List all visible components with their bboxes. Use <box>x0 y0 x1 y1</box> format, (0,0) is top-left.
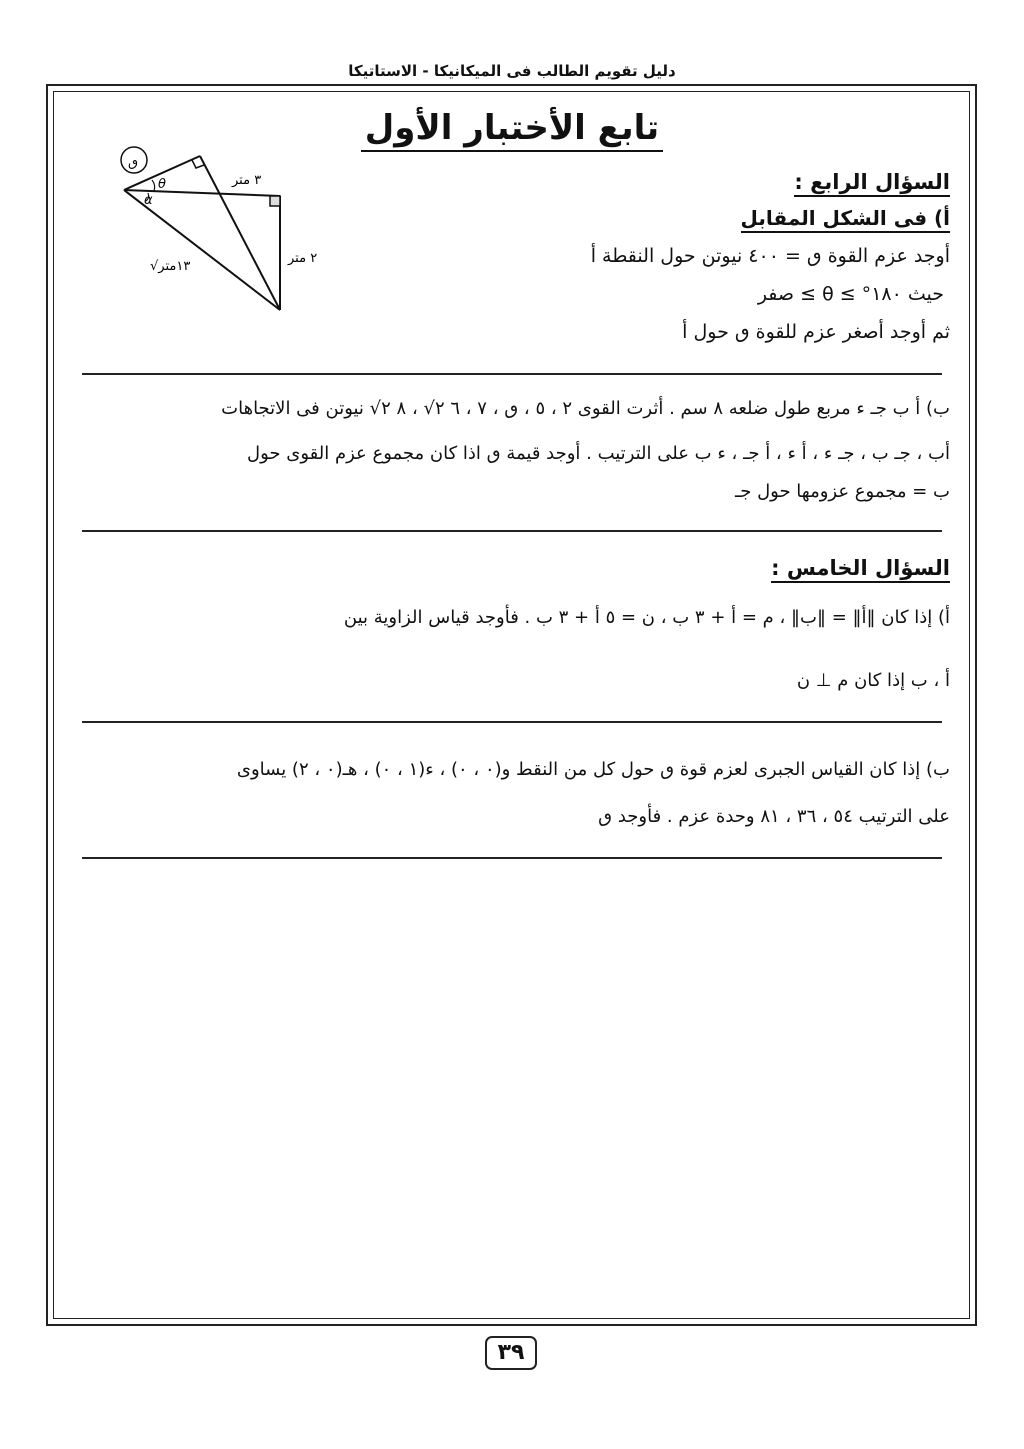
page-number: ٣٩ <box>485 1336 537 1370</box>
page-title <box>300 108 724 148</box>
q4-b-line-3: ب = مجموع عزومها حول جـ <box>734 481 950 502</box>
q4-a-line-3: ثم أوجد أصغر عزم للقوة ٯ حول أ <box>682 321 950 343</box>
q4-a-line-2: حيث ١٨٠° ≥ θ ≥ صفر <box>757 283 944 305</box>
divider-4 <box>82 857 942 859</box>
divider-1 <box>82 373 942 375</box>
q5-a-line-2: أ ، ب إذا كان م ⊥ ن <box>796 670 950 691</box>
figure-alpha-label: α <box>144 193 153 208</box>
figure-theta-label: θ <box>158 177 166 192</box>
page-title-text: تابع الأختبار الأول <box>361 108 663 152</box>
q4-b-line-1: ب) أ ب جـ ء مربع طول ضلعه ٨ سم . أثرت القوى ٢ ، ٥ ، ٯ ، ٧ ، ٦ ٢√ ، ٨ ٢√ نيوتن فى الاتجاهات <box>221 398 950 419</box>
figure-length-right: ٢ متر <box>288 251 318 266</box>
q5-b-line-2: على الترتيب ٥٤ ، ٣٦ ، ٨١ وحدة عزم . فأوجد ٯ <box>598 806 950 827</box>
divider-3 <box>82 721 942 723</box>
right-angle-mark-right <box>270 196 280 206</box>
q5-b-line-1: ب) إذا كان القياس الجبرى لعزم قوة ٯ حول كل من النقط و(٠ ، ٠) ، ء(١ ، ٠) ، هـ(٠ ، ٢) يساوى <box>236 759 950 780</box>
running-header: دليل تقويم الطالب فى الميكانيكا - الاستاتيكا <box>348 62 676 80</box>
q4-b-line-2: أب ، جـ ب ، جـ ء ، أ ء ، أ جـ ، ء ب على الترتيب . أوجد قيمة ٯ اذا كان مجموع عزم القوى حول <box>247 443 950 464</box>
q4-a-line-1: أوجد عزم القوة ٯ = ٤٠٠ نيوتن حول النقطة أ <box>590 245 950 267</box>
q4-a-heading: أ) فى الشكل المقابل <box>741 206 950 230</box>
figure-edge-diagonal <box>124 190 280 310</box>
triangle-figure <box>108 138 338 328</box>
figure-length-top: ٣ متر <box>232 173 262 188</box>
figure-force-label: ٯ <box>128 155 139 170</box>
figure-length-diagonal: √١٣متر <box>150 259 191 274</box>
q4-heading: السؤال الرابع : <box>794 170 950 194</box>
divider-2 <box>82 530 942 532</box>
q5-heading: السؤال الخامس : <box>771 556 950 580</box>
q5-a-line-1: أ) إذا كان ‖أ‖ = ‖ب‖ ، م = أ + ٣ ب ، ن = ٥ أ + ٣ ب . فأوجد قياس الزاوية بين <box>343 607 950 628</box>
